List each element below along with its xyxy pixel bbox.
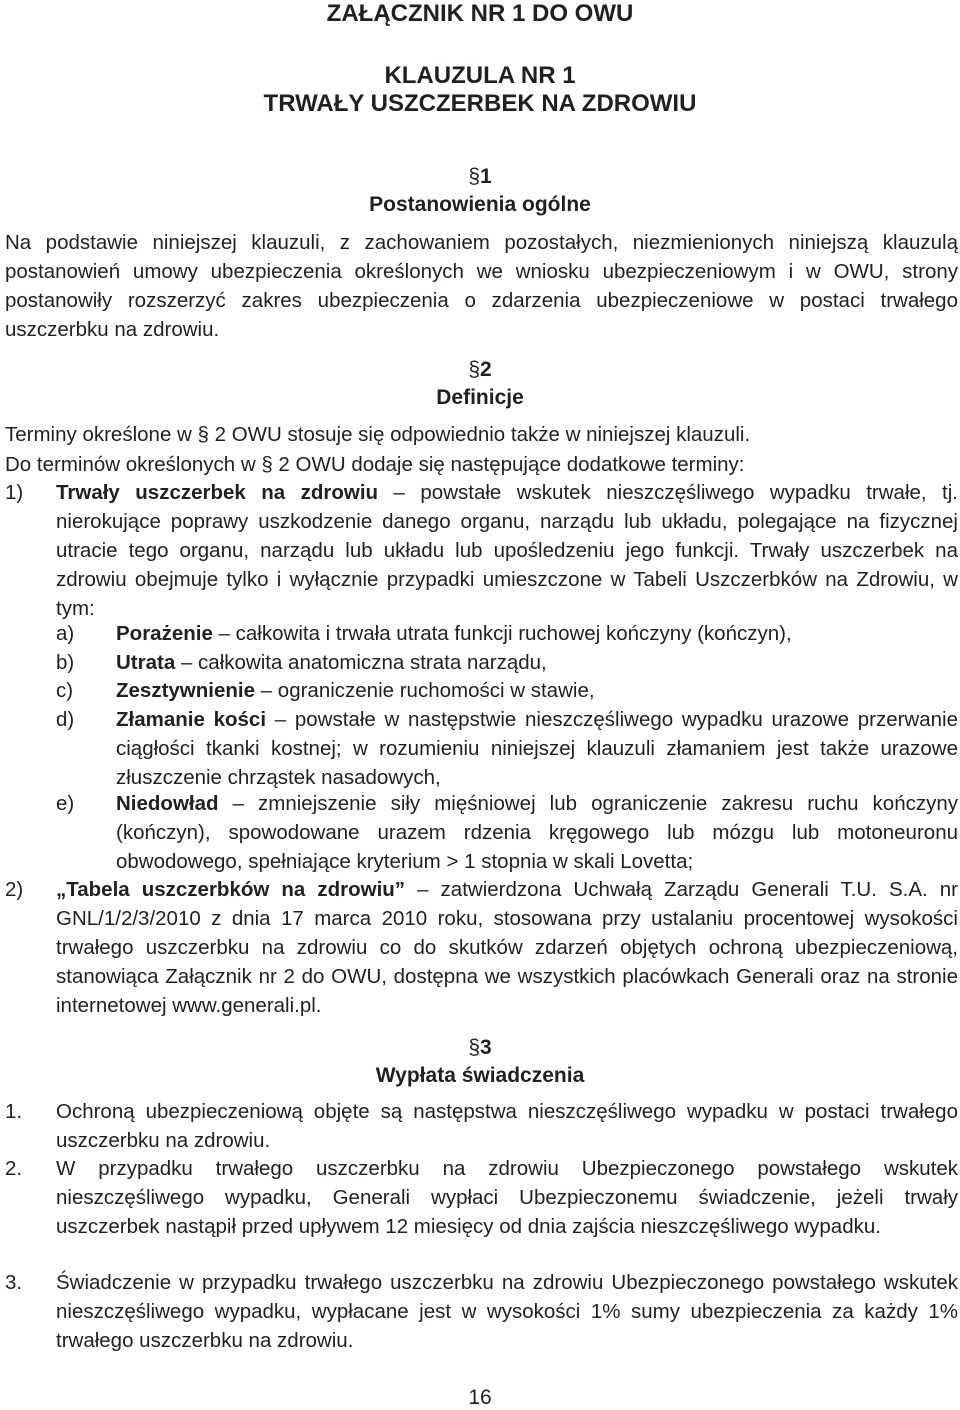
item-number: 3. bbox=[5, 1271, 23, 1294]
subitem-letter: c) bbox=[56, 679, 74, 702]
definition-number: 1) bbox=[5, 481, 24, 504]
section-1-heading bbox=[0, 163, 960, 219]
definition-number: 2) bbox=[5, 878, 24, 901]
section-title: Wypłata świadczenia bbox=[375, 1064, 585, 1087]
page-number: 16 bbox=[468, 1386, 492, 1409]
subitem-letter: b) bbox=[56, 651, 75, 674]
subitem-term: Utrata bbox=[116, 651, 176, 674]
subitem-text: – ograniczenie ruchomości w stawie, bbox=[255, 679, 595, 702]
subitem-term: Złamanie kości bbox=[116, 708, 267, 731]
item-number: 2. bbox=[5, 1157, 23, 1180]
definition-text: – zatwierdzona Uchwałą Zarządu Generali T.U. S.A. nr GNL/1/2/3/2010 z dnia 17 marca 2010 roku, stosowana przy ustalaniu procentowej wysokości trwałego uszczerbku na zdrowiu co do skutków zdarzeń objętych ochroną ubezpieczeniową, stanowiąca Załącznik nr 2 do OWU, dostępna we wszystkich placówkach Generali oraz na stronie internetowej www.generali.pl. bbox=[56, 878, 958, 1017]
subitem-d bbox=[116, 705, 958, 792]
definition-text: – powstałe wskutek nieszczęśliwego wypadku trwałe, tj. nierokujące poprawy uszkodzenie danego organu, narządu lub układu, polegające na fizycznej utracie tego organu, narządu lub układu lub upośledzeniu jego funkcji. Trwały uszczerbek na zdrowiu obejmuje tylko i wyłącznie przypadki umieszczone w Tabeli Uszczerbków na Zdrowiu, w tym: bbox=[56, 481, 958, 620]
subitem-e bbox=[116, 789, 958, 876]
subitem-text: – zmniejszenie siły mięśniowej lub ograniczenie zakresu ruchu kończyny (kończyn), spowodowane urazem rdzenia kręgowego lub mózgu lub motoneuronu obwodowego, spełniające kryterium > 1 stopnia w skali Lovetta; bbox=[116, 792, 958, 873]
section-number: 2 bbox=[480, 358, 492, 381]
subitem-letter: e) bbox=[56, 792, 75, 815]
payout-item-1: Ochroną ubezpieczeniową objęte są następstwa nieszczęśliwego wypadku w postaci trwałego uszczerbku na zdrowiu. bbox=[56, 1100, 958, 1152]
annex-title: ZAŁĄCZNIK NR 1 DO OWU bbox=[326, 0, 634, 27]
section-3-heading bbox=[0, 1034, 960, 1090]
definitions-intro-1: Terminy określone w § 2 OWU stosuje się odpowiednio także w niniejszej klauzuli. bbox=[5, 423, 751, 446]
definition-term: Trwały uszczerbek na zdrowiu bbox=[56, 481, 379, 504]
section-2-heading bbox=[0, 356, 960, 412]
subitem-c bbox=[116, 676, 958, 705]
section-symbol: § bbox=[468, 165, 480, 188]
subitem-letter: a) bbox=[56, 622, 75, 645]
definition-term: „Tabela uszczerbków na zdrowiu” bbox=[56, 878, 406, 901]
subitem-text: – całkowita i trwała utrata funkcji ruchowej kończyny (kończyn), bbox=[212, 622, 792, 645]
clause-title bbox=[0, 62, 960, 118]
section-title: Postanowienia ogólne bbox=[369, 193, 591, 216]
clause-title-line-1: KLAUZULA NR 1 bbox=[384, 62, 576, 89]
subitem-text: – powstałe w następstwie nieszczęśliwego wypadku urazowe przerwanie ciągłości tkanki kostnej; w rozumieniu niniejszej klauzuli złamaniem jest także urazowe złuszczenie chrząstek nasadowych, bbox=[116, 708, 958, 789]
subitem-term: Niedowład bbox=[116, 792, 219, 815]
subitem-b bbox=[116, 648, 958, 677]
payout-item-2: W przypadku trwałego uszczerbku na zdrowiu Ubezpieczonego powstałego wskutek nieszczęśliwego wypadku, Generali wypłaci Ubezpieczonemu świadczenie, jeżeli trwały uszczerbek nastąpił przed upływem 12 miesięcy od dnia zajścia nieszczęśliwego wypadku. bbox=[56, 1157, 958, 1238]
subitem-term: Porażenie bbox=[116, 622, 213, 645]
payout-item-3: Świadczenie w przypadku trwałego uszczerbku na zdrowiu Ubezpieczonego powstałego wskutek nieszczęśliwego wypadku, wypłacane jest w wysokości 1% sumy ubezpieczenia za każdy 1% trwałego uszczerbku na zdrowiu. bbox=[56, 1271, 958, 1352]
subitem-a bbox=[116, 619, 958, 648]
subitem-term: Zesztywnienie bbox=[116, 679, 255, 702]
section-number: 1 bbox=[480, 165, 492, 188]
definitions-intro-2: Do terminów określonych w § 2 OWU dodaje się następujące dodatkowe terminy: bbox=[5, 453, 745, 476]
section-1-paragraph: Na podstawie niniejszej klauzuli, z zachowaniem pozostałych, niezmienionych niniejszą klauzulą postanowień umowy ubezpieczenia określonych we wniosku ubezpieczeniowym i w OWU, strony postanowiły rozszerzyć zakres ubezpieczenia o zdarzenia ubezpieczeniowe w postaci trwałego uszczerbku na zdrowiu. bbox=[5, 231, 958, 341]
definition-1 bbox=[56, 478, 958, 623]
subitem-letter: d) bbox=[56, 708, 75, 731]
item-number: 1. bbox=[5, 1100, 23, 1123]
subitem-text: – całkowita anatomiczna strata narządu, bbox=[175, 651, 547, 674]
clause-title-line-2: TRWAŁY USZCZERBEK NA ZDROWIU bbox=[263, 90, 697, 117]
definition-2 bbox=[56, 875, 958, 1020]
section-symbol: § bbox=[468, 1036, 480, 1059]
section-title: Definicje bbox=[436, 386, 524, 409]
section-number: 3 bbox=[480, 1036, 492, 1059]
section-symbol: § bbox=[468, 358, 480, 381]
